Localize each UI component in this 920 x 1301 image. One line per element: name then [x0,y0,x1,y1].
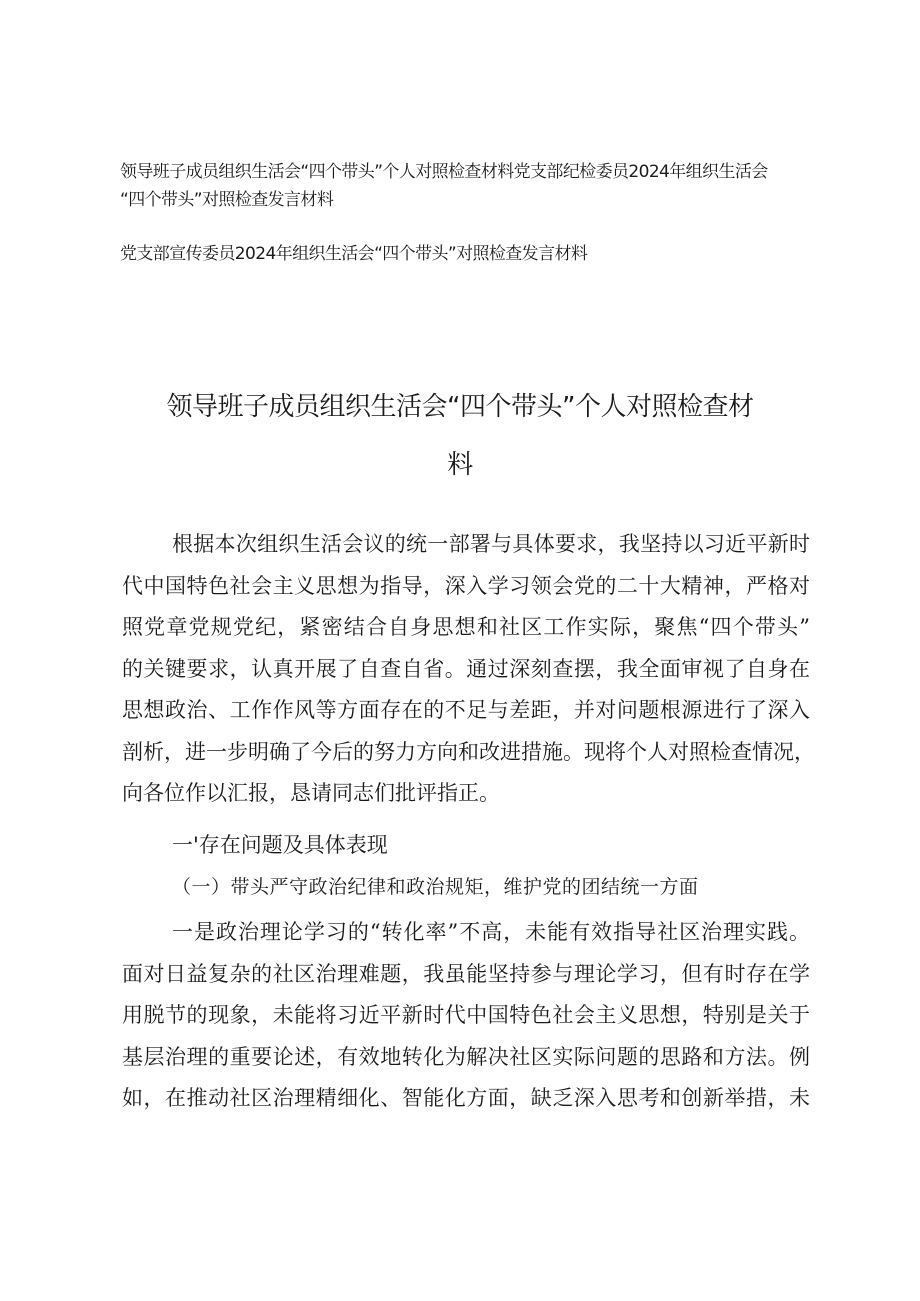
page-title [100,378,820,494]
related-document-title-1: 领导班子成员组织生活会“四个带头”个人对照检查材料党支部纪检委员2024年组织生活会 [120,162,768,182]
paragraph-line: 剖析，进一步明确了今后的努力方向和改进措施。现将个人对照检查情况， [122,739,815,764]
paragraph-line: 思想政治、工作作风等方面存在的不足与差距，并对问题根源进行了深入 [122,698,810,722]
paragraph-line: 如，在推动社区治理精细化、智能化方面，缺乏深入思考和创新举措，未 [122,1086,810,1110]
related-document-title-2: 党支部宣传委员2024年组织生活会“四个带头”对照检查发言材料 [120,244,588,264]
page-title-line-1: 领导班子成员组织生活会“四个带头”个人对照检查材 [166,392,754,422]
paragraph-line: 根据本次组织生活会议的统一部署与具体要求，我坚持以习近平新时 [172,532,810,556]
related-document-title-1-continued: “四个带头”对照检查发言材料 [120,190,334,210]
paragraph-line: 面对日益复杂的社区治理难题，我虽能坚持参与理论学习，但有时存在学 [122,961,810,986]
page-title-line-2: 料 [447,450,473,480]
paragraph-line: 的关键要求，认真开展了自查自省。通过深刻查摆，我全面审视了自身在 [122,656,810,681]
paragraph-line: 代中国特色社会主义思想为指导，深入学习领会党的二十大精神，严格对 [122,573,810,598]
intro-paragraph [122,524,815,815]
section-paragraph [122,912,810,1120]
paragraph-line: 向各位作以汇报，恳请同志们批评指正。 [122,781,500,805]
section-heading: 一'存在问题及具体表现 [172,833,388,857]
paragraph-line: 照党章党规党纪，紧密结合自身思想和社区工作实际，聚焦“四个带头” [122,615,810,639]
related-documents-list [120,158,820,268]
paragraph-line: 用脱节的现象，未能将习近平新时代中国特色社会主义思想，特别是关于 [122,1003,810,1027]
subsection-heading: （一）带头严守政治纪律和政治规矩，维护党的团结统一方面 [172,876,699,898]
paragraph-line: 基层治理的重要论述，有效地转化为解决社区实际问题的思路和方法。例 [122,1044,810,1069]
paragraph-line: 一是政治理论学习的“转化率”不高，未能有效指导社区治理实践。 [172,920,810,944]
